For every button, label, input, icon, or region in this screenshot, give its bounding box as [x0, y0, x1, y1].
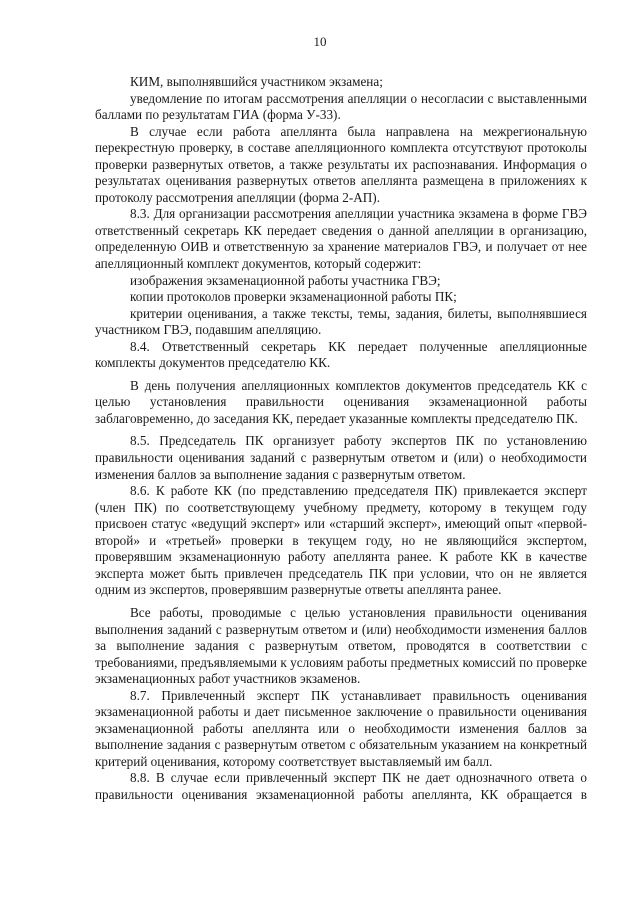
paragraph-8-3: 8.3. Для организации рассмотрения апелляции участника экзамена в форме ГВЭ ответственный секретарь КК передает сведения о данной апелляции в организацию, определенную ОИВ и ответственную за хранение материалов ГВЭ, и получает от нее апелляционный комплект документов, который содержит:: [95, 206, 587, 272]
paragraph-8-5: 8.5. Председатель ПК организует работу экспертов ПК по установлению правильности оценивания заданий с развернутым ответом и (или) о необходимости изменения баллов за выполнение задания с развернутым ответом.: [95, 433, 587, 482]
paragraph-8-8: 8.8. В случае если привлеченный эксперт ПК не дает однозначного ответа о правильности оценивания экзаменационной работы апеллянта, КК обращается в: [95, 770, 587, 802]
paragraph-notification: уведомление по итогам рассмотрения апелляции о несогласии с выставленными баллами по результатам ГИА (форма У-33).: [95, 90, 587, 123]
page-number: 10: [313, 34, 327, 49]
paragraph-kim: КИМ, выполнявшийся участником экзамена;: [130, 74, 383, 89]
list-item-images: изображения экзаменационной работы участника ГВЭ;: [130, 272, 441, 288]
list-item-criteria: критерии оценивания, а также тексты, темы, задания, билеты, выполнявшиеся участником ГВЭ, подавшим апелляцию.: [95, 305, 587, 338]
paragraph-8-6: 8.6. К работе КК (по представлению председателя ПК) привлекается эксперт (член ПК) по соответствующему учебному предмету, которому в текущем году присвоен статус «ведущий эксперт» или «старший эксперт», имеющий опыт «первой-второй» и «третьей» проверки в текущем году, но не являющийся экспертом, проверявшим экзаменационную работу апеллянта ранее. К работе КК в качестве эксперта может быть привлечен председатель ПК при условии, что он не является одним из экспертов, проверявшим развернутые ответы апеллянта ранее.: [95, 483, 587, 598]
paragraph-all-works: Все работы, проводимые с целью установления правильности оценивания выполнения заданий с развернутым ответом и (или) необходимости изменения баллов за выполнение задания с развернутым ответом, проводятся в соответствии с требованиями, предъявляемыми к условиям работы предметных комиссий по проверке экзаменационных работ участников экзаменов.: [95, 604, 587, 687]
paragraph-delivery-day: В день получения апелляционных комплектов документов председатель КК с целью установления правильности оценивания экзаменационной работы заблаговременно, до заседания КК, передает указанные комплекты председателю ПК.: [95, 377, 587, 426]
paragraph-8-7: 8.7. Привлеченный эксперт ПК устанавливает правильность оценивания экзаменационной работы и дает письменное заключение о правильности оценивания экзаменационной работы апеллянта или о необходимости изменения баллов за выполнение задания с развернутым ответом с обязательным указанием на конкретный критерий оценивания, которому соответствует выставляемый им балл.: [95, 687, 587, 769]
paragraph-8-4: 8.4. Ответственный секретарь КК передает полученные апелляционные комплекты документов председателю КК.: [95, 338, 587, 371]
paragraph-cross-check: В случае если работа апеллянта была направлена на межрегиональную перекрестную проверку, в составе апелляционного комплекта отсутствуют протоколы проверки развернутых ответов, а также результаты их распознавания. Информация о результатах оценивания развернутых ответов апеллянта размещена в приложениях к протоколу рассмотрения апелляции (форма 2-АП).: [95, 123, 587, 205]
list-item-protocol-copies: копии протоколов проверки экзаменационной работы ПК;: [130, 289, 457, 305]
document-body: [95, 74, 587, 804]
